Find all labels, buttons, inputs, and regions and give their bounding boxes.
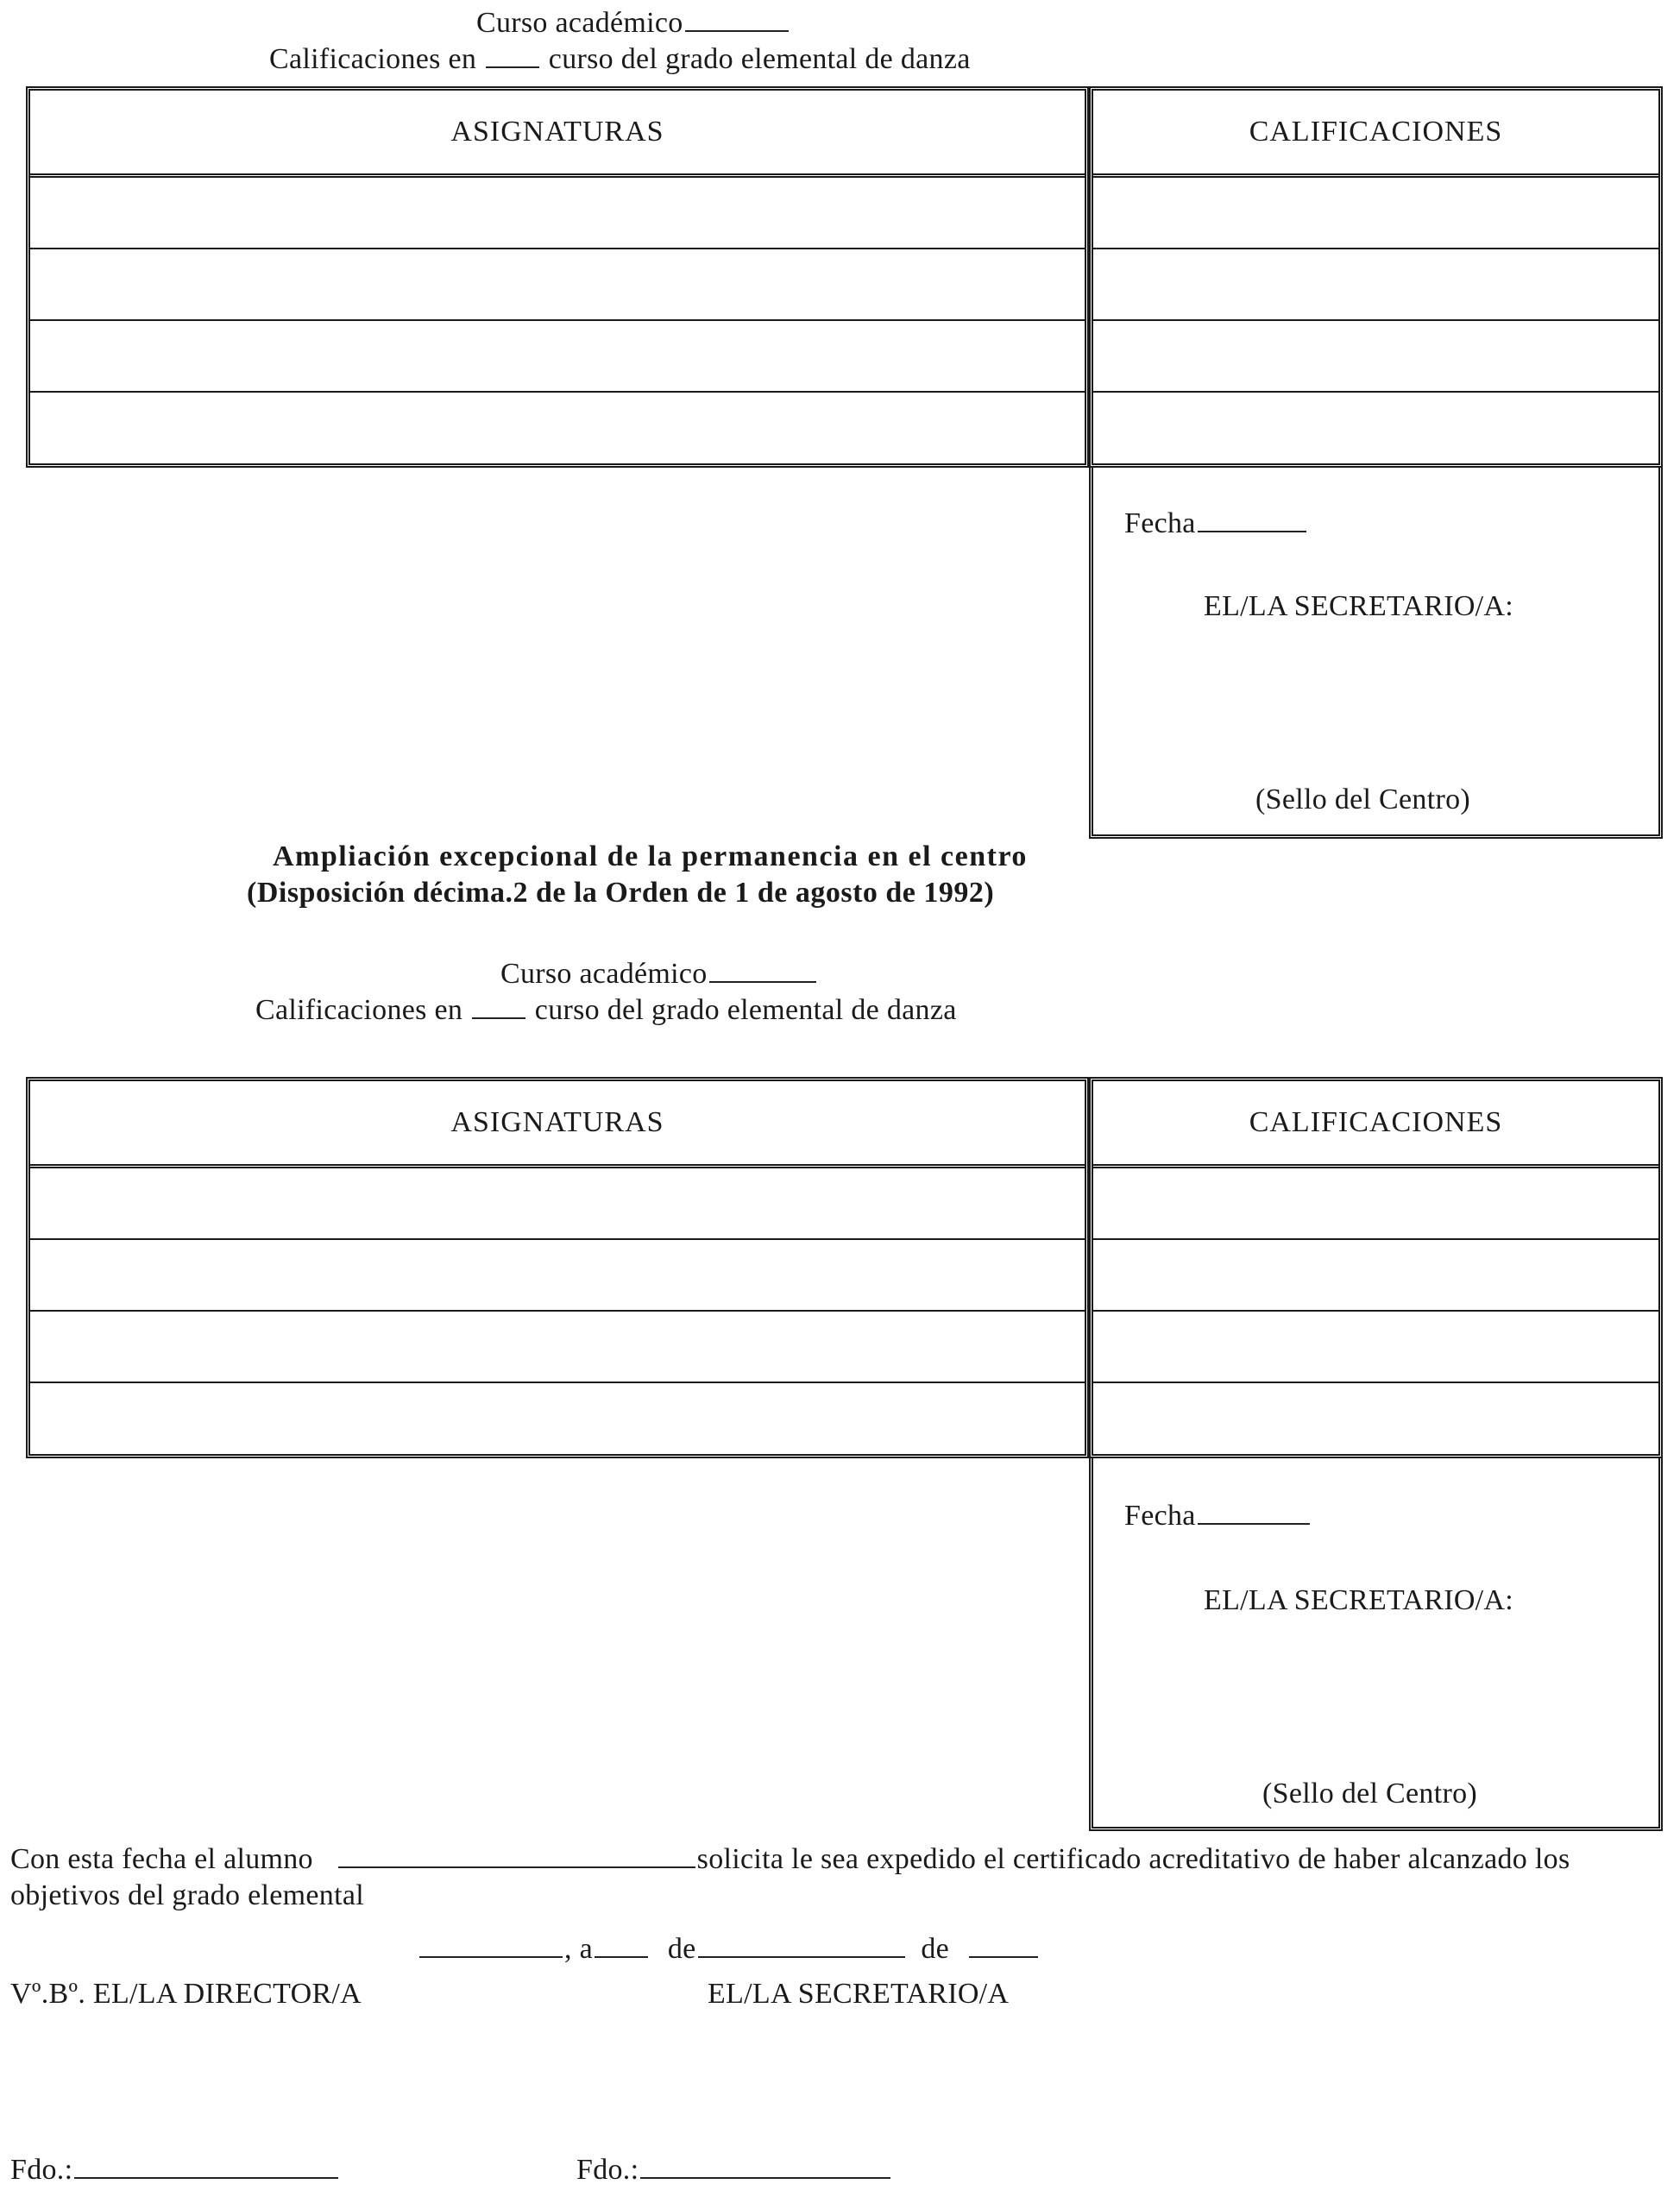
- curso-academico-blank[interactable]: [685, 29, 789, 32]
- place-blank[interactable]: [419, 1955, 563, 1958]
- calificaciones-label-end: curso del grado elemental de danza: [548, 43, 971, 75]
- curso-academico-label-2: Curso académico: [500, 958, 708, 990]
- de-label-2: de: [921, 1933, 950, 1965]
- curso-academico-blank-2[interactable]: [709, 980, 816, 983]
- secretary-label: EL/LA SECRETARIO/A:: [1204, 590, 1514, 622]
- subject-row[interactable]: [30, 249, 1085, 321]
- extension-subtitle: (Disposición décima.2 de la Orden de 1 de agosto de 1992): [247, 877, 995, 909]
- grade-row[interactable]: [1093, 1312, 1658, 1383]
- grades-header: CALIFICACIONES: [1093, 91, 1658, 178]
- student-name-blank[interactable]: [338, 1866, 695, 1868]
- fecha-field-2: [1124, 1500, 1312, 1533]
- director-label: Vº.Bº. EL/LA DIRECTOR/A: [10, 1978, 362, 2010]
- subject-row[interactable]: [30, 1312, 1085, 1383]
- subject-row[interactable]: [30, 1168, 1085, 1240]
- request-line-2: objetivos del grado elemental: [10, 1879, 364, 1911]
- comma-a-label: , a: [564, 1933, 593, 1965]
- director-signature-field: [10, 2154, 340, 2187]
- curso-academico-line-2: [500, 958, 818, 991]
- secretary-signature-blank[interactable]: [640, 2176, 890, 2179]
- grade-row[interactable]: [1093, 393, 1658, 463]
- fecha-label-2: Fecha: [1124, 1500, 1196, 1532]
- fecha-blank-2[interactable]: [1198, 1522, 1310, 1525]
- extension-title: Ampliación excepcional de la permanencia en el centro: [273, 840, 1028, 872]
- grade-row[interactable]: [1093, 1168, 1658, 1240]
- curso-number-blank[interactable]: [486, 66, 539, 68]
- secretary-signature-field: [576, 2154, 892, 2187]
- grades-table-2: [1089, 1077, 1663, 1458]
- subject-row[interactable]: [30, 178, 1085, 249]
- calificaciones-line-2: [255, 994, 957, 1027]
- director-signature-blank[interactable]: [74, 2176, 338, 2179]
- subjects-table: [26, 86, 1089, 468]
- fdo-label-1: Fdo.:: [10, 2154, 73, 2186]
- grade-row[interactable]: [1093, 1240, 1658, 1312]
- subjects-header-2: ASIGNATURAS: [30, 1081, 1085, 1168]
- curso-academico-line: [476, 7, 790, 40]
- calificaciones-label-2: Calificaciones en: [255, 994, 463, 1026]
- footer-secretary-label: EL/LA SECRETARIO/A: [708, 1978, 1010, 2010]
- secretary-signature-box: [1089, 468, 1663, 839]
- subject-row[interactable]: [30, 321, 1085, 393]
- fecha-field: [1124, 507, 1308, 540]
- subjects-table-2: [26, 1077, 1089, 1458]
- subject-row[interactable]: [30, 393, 1085, 463]
- month-blank[interactable]: [698, 1955, 905, 1958]
- calificaciones-line: [269, 43, 971, 76]
- stamp-label-2: (Sello del Centro): [1262, 1778, 1478, 1810]
- subject-row[interactable]: [30, 1240, 1085, 1312]
- calificaciones-label-end-2: curso del grado elemental de danza: [534, 994, 957, 1026]
- calificaciones-label: Calificaciones en: [269, 43, 477, 75]
- grades-table: [1089, 86, 1663, 468]
- subjects-header: ASIGNATURAS: [30, 91, 1085, 178]
- grade-row[interactable]: [1093, 321, 1658, 393]
- grades-header-2: CALIFICACIONES: [1093, 1081, 1658, 1168]
- grade-row[interactable]: [1093, 178, 1658, 249]
- de-label-1: de: [667, 1933, 696, 1965]
- secretary-label-2: EL/LA SECRETARIO/A:: [1204, 1584, 1514, 1616]
- request-text-end: solicita le sea expedido el certificado acreditativo de haber alcanzado los: [696, 1843, 1570, 1875]
- fecha-blank[interactable]: [1198, 530, 1306, 532]
- secretary-signature-box-2: [1089, 1458, 1663, 1831]
- subject-row[interactable]: [30, 1383, 1085, 1454]
- curso-number-blank-2[interactable]: [472, 1017, 525, 1019]
- request-text-start: Con esta fecha el alumno: [10, 1843, 313, 1875]
- curso-academico-label: Curso académico: [476, 7, 683, 39]
- year-blank[interactable]: [969, 1955, 1038, 1958]
- stamp-label: (Sello del Centro): [1255, 784, 1471, 815]
- fdo-label-2: Fdo.:: [576, 2154, 639, 2186]
- day-blank[interactable]: [595, 1955, 648, 1958]
- request-line: [10, 1843, 1570, 1876]
- place-date-line: [418, 1933, 1040, 1966]
- fecha-label: Fecha: [1124, 507, 1196, 539]
- grade-row[interactable]: [1093, 249, 1658, 321]
- grade-row[interactable]: [1093, 1383, 1658, 1454]
